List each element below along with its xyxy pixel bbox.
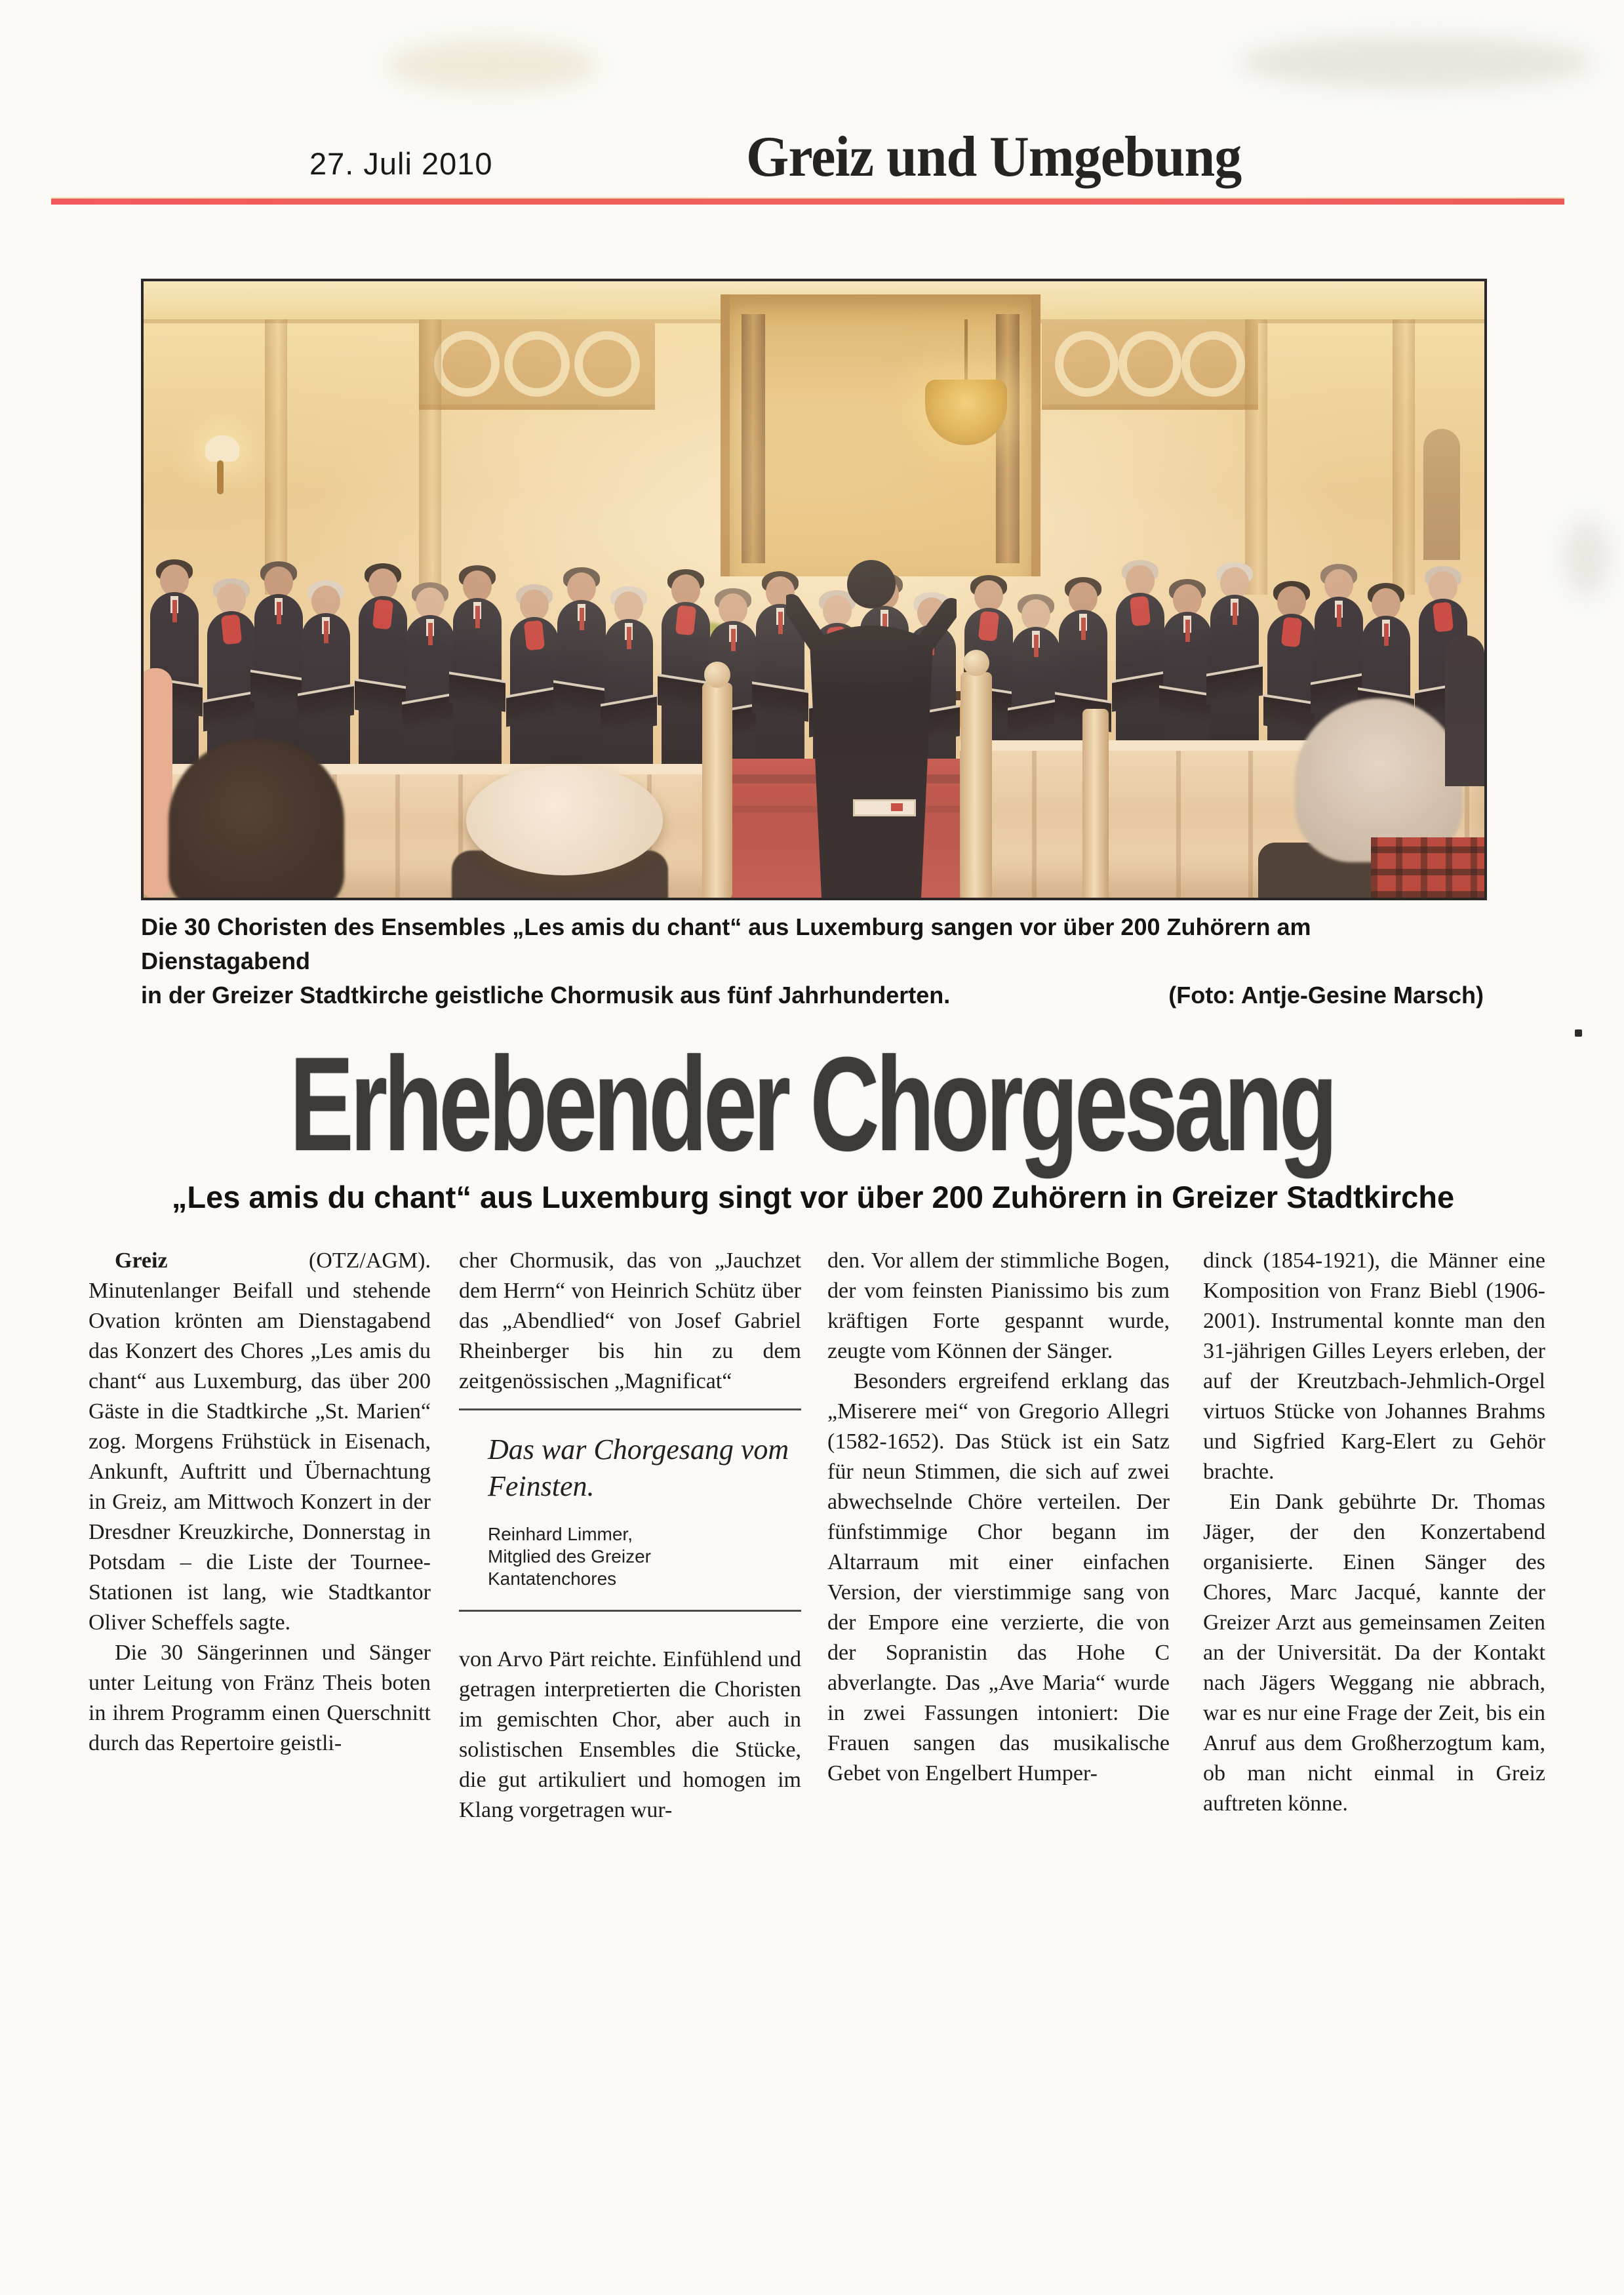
- paragraph: cher Chormusik, das von „Jauchzet dem Herrn“ von Heinrich Schütz über das „Abendlied“ von Josef Gabriel Rheinberger bis hin zu dem zeitgenössischen „Magnificat“: [459, 1248, 801, 1393]
- scan-dot-artifact: [1575, 1029, 1582, 1037]
- pew-post: [961, 672, 992, 899]
- conductor: [786, 544, 957, 898]
- audience-member: [1445, 635, 1484, 786]
- article-photo: [141, 279, 1487, 900]
- pew-post-finial: [963, 650, 989, 676]
- paragraph: Die 30 Sängerinnen und Sänger unter Leitung von Fränz Theis boten in ihrem Programm einen Querschnitt durch das Repertoire geistli-: [89, 1641, 431, 1755]
- pull-quote: [459, 1408, 801, 1612]
- paragraph: Greiz (OTZ/AGM). Minutenlanger Beifall und stehende Ovation krönten am Dienstagabend das Konzert des Chores „Les amis du chant“ aus Luxemburg, das über 200 Gäste in die Stadtkirche „St. Marien“ zog. Morgens Frühstück in Eisenach, Ankunft, Auftritt und Übernachtung in Greiz, am Mittwoch Konzert in der Dresdner Kreuzkirche, Donnerstag in Potsdam – die Liste der Tournee-Stationen ist lang, wie Stadtkantor Oliver Scheffels sagte.: [89, 1248, 431, 1635]
- audience-head: [168, 739, 344, 900]
- pull-quote-attribution: Reinhard Limmer, Mitglied des Greizer Kantatenchores: [488, 1524, 651, 1589]
- issue-date: 27. Juli 2010: [309, 146, 493, 181]
- body-column-2: [459, 1246, 801, 1826]
- pew-post: [1082, 709, 1109, 899]
- pull-quote-text: Das war Chorgesang vom Feinsten.: [488, 1433, 789, 1502]
- photo-caption: [141, 910, 1484, 1012]
- headline-wrap: [0, 1029, 1624, 1179]
- pew-post-finial: [704, 662, 730, 688]
- subheadline-wrap: [59, 1179, 1567, 1215]
- article-headline: Erhebender Chorgesang: [290, 1029, 1334, 1179]
- body-column-3: [827, 1246, 1170, 1789]
- photo-credit: (Foto: Antje-Gesine Marsch): [1168, 982, 1484, 1008]
- paragraph: Ein Dank gebührte Dr. Thomas Jäger, der den Konzertabend organisierte. Einen Sänger des Chores, Marc Jacqué, kannte der Greizer Arzt aus gemeinsamen Zeiten an der Universität. Da der Kontakt nach Jägers Weggang nie abbrach, war es nur eine Frage der Zeit, bis ein Anruf aus dem Großherzogtum kam, ob man nicht einmal in Greiz auftreten könne.: [1203, 1490, 1545, 1816]
- section-divider-line: [51, 199, 1564, 205]
- article-subheadline: „Les amis du chant“ aus Luxemburg singt vor über 200 Zuhörern in Greizer Stadtkirche: [171, 1180, 1455, 1214]
- caption-line-2: in der Greizer Stadtkirche geistliche Chormusik aus fünf Jahrhunderten.: [141, 982, 951, 1008]
- pew-post: [702, 683, 732, 899]
- body-column-4: [1203, 1246, 1545, 1819]
- scan-smudge: [1564, 518, 1610, 597]
- caption-line-1: Die 30 Choristen des Ensembles „Les amis du chant“ aus Luxemburg sangen vor über 200 Zuhörern am Dienstagabend: [141, 913, 1311, 974]
- audience-plaid-shirt: [1371, 837, 1484, 898]
- hymn-book: [853, 799, 916, 816]
- scan-smudge: [1239, 36, 1593, 89]
- section-title: Greiz und Umgebung: [746, 125, 1242, 189]
- body-column-1: [89, 1246, 431, 1759]
- dateline: Greiz: [115, 1248, 168, 1273]
- audience-white-hat: [466, 765, 663, 875]
- paragraph: dinck (1854-1921), die Männer eine Komposition von Franz Biebl (1906-2001). Instrumental konnte man den 31-jährigen Gilles Leyers erleben, der auf der Kreutzbach-Jehmlich-Orgel virtuos Stücke von Johannes Brahms und Sigfried Karg-Elert zu Gehör brachte.: [1203, 1248, 1545, 1484]
- audience-member: [141, 668, 172, 898]
- paragraph: Besonders ergreifend erklang das „Miserere mei“ von Gregorio Allegri (1582-1652). Das Stück ist ein Satz für neun Stimmen, die sich auf zwei abwechselnde Chöre verteilen. Der fünfstimmige Chor begann im Altarraum mit einer einfachen Version, der vierstimmige sang von der Empore eine verzierte, die von der Sopranistin das Hohe C abverlangte. Das „Ave Maria“ wurde in zwei Fassungen intoniert: Die Frauen sangen das musikalische Gebet von Engelbert Humper-: [827, 1369, 1170, 1786]
- scan-smudge: [387, 39, 597, 92]
- paragraph: den. Vor allem der stimmliche Bogen, der vom feinsten Pianissimo bis zum kräftigen Forte gespannt wurde, zeugte vom Können der Sänger.: [827, 1248, 1170, 1363]
- paragraph: von Arvo Pärt reichte. Einfühlend und getragen interpretierten die Choristen im gemischten Chor, aber auch in solistischen Ensembles die Stücke, die gut artikuliert und homogen im Klang vorgetragen wur-: [459, 1647, 801, 1822]
